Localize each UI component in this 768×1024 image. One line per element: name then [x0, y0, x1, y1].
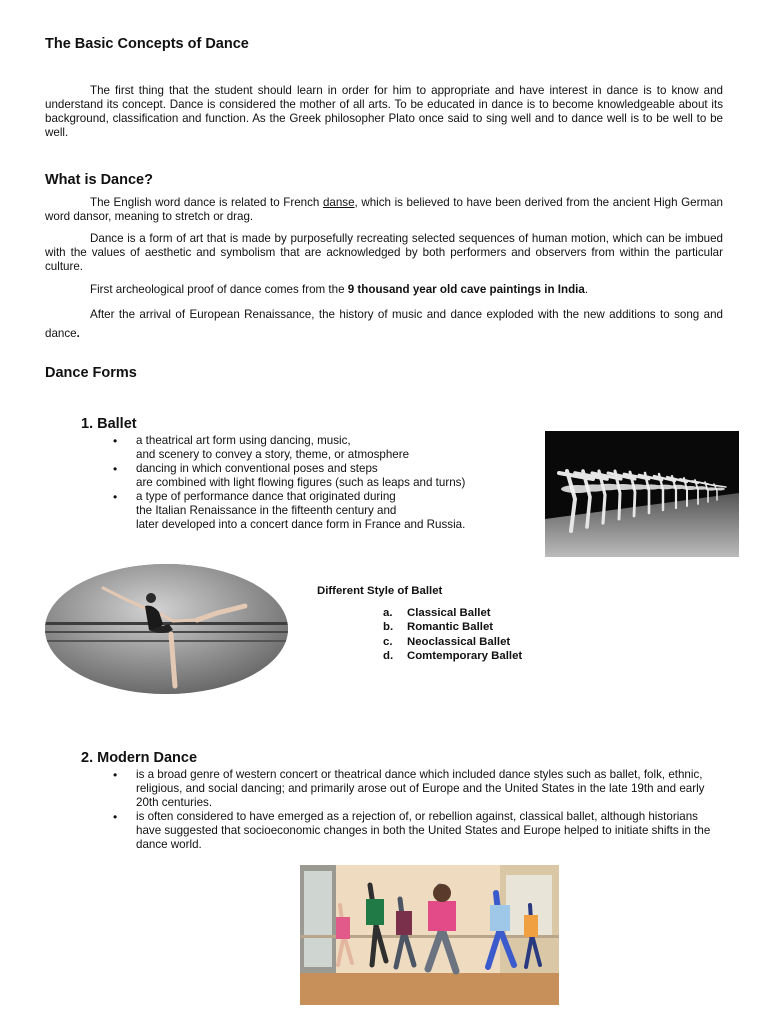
dance-definition-paragraph: Dance is a form of art that is made by purposefully recreating selected sequences of human motion, which can be imbued with the values of aesthetic and symbolism that are acknowledged by both performers and observers from within the particular culture. [45, 232, 723, 273]
list-item: • dancing in which conventional poses and steps are combined with light flowing figures (such as leaps and turns) [110, 462, 465, 490]
modern-dancers-illustration [300, 865, 559, 1005]
dance-origin-paragraph: The English word dance is related to French danse, which is believed to have been derived from the ancient High German word dansor, meaning to stretch or drag. [45, 196, 723, 223]
danse-word: danse [322, 196, 355, 209]
ballet-corps-illustration [545, 431, 739, 557]
list-item: c. Neoclassical Ballet [383, 635, 511, 648]
list-item: a. Classical Ballet [383, 607, 491, 619]
intro-paragraph [45, 84, 723, 140]
modern-dance-bullets [110, 768, 714, 852]
list-item: • is often considered to have emerged as a rejection of, or rebellion against, classical ballet, although historians have suggested that socioeconomic changes in both the United States and Europe helped to initiate shifts in the dance world. [110, 810, 714, 852]
renaissance-paragraph: After the arrival of European Renaissance, the history of music and dance exploded with the new additions to song and dance. [45, 308, 723, 340]
ballet-corps-photo [545, 431, 739, 557]
dance-forms-heading: Dance Forms [45, 365, 137, 381]
page-title: The Basic Concepts of Dance [45, 36, 249, 52]
intro-text: The first thing that the student should learn in order for him to appropriate and have interest in dance is to know and understand its concept. Dance is considered the mother of all arts. To be educated in dance is to become knowledgeable about its background, classification and function. As the Greek philosopher Plato once said to sing well and to dance well is to be well to be well. [45, 84, 723, 139]
modern-dance-heading: 2. Modern Dance [81, 750, 198, 766]
list-item: d. Comtemporary Ballet [383, 649, 523, 662]
ballet-styles-list [383, 606, 522, 663]
ballet-bullets [110, 434, 465, 532]
ballet-dancer-illustration [45, 564, 288, 694]
ballet-styles-heading: Different Style of Ballet [317, 585, 443, 597]
modern-dancers-photo [300, 865, 559, 1005]
ballet-dancer-barre-photo [45, 564, 288, 694]
list-item: b. Romantic Ballet [383, 621, 494, 634]
list-item: • a type of performance dance that originated during the Italian Renaissance in the fifteenth century and later developed into a concert dance form in France and Russia. [110, 490, 465, 532]
list-item: • a theatrical art form using dancing, music, and scenery to convey a story, theme, or atmosphere [110, 434, 465, 462]
ballet-heading: 1. Ballet [81, 416, 137, 432]
archeological-proof-paragraph: First archeological proof of dance comes from the 9 thousand year old cave paintings in India. [90, 283, 589, 296]
list-item: • is a broad genre of western concert or theatrical dance which included dance styles such as ballet, folk, ethnic, religious, and social dancing; and primarily arose out of Europe and the United States in the late 19th and early 20th centuries. [110, 768, 714, 810]
what-is-dance-heading: What is Dance? [45, 172, 153, 188]
